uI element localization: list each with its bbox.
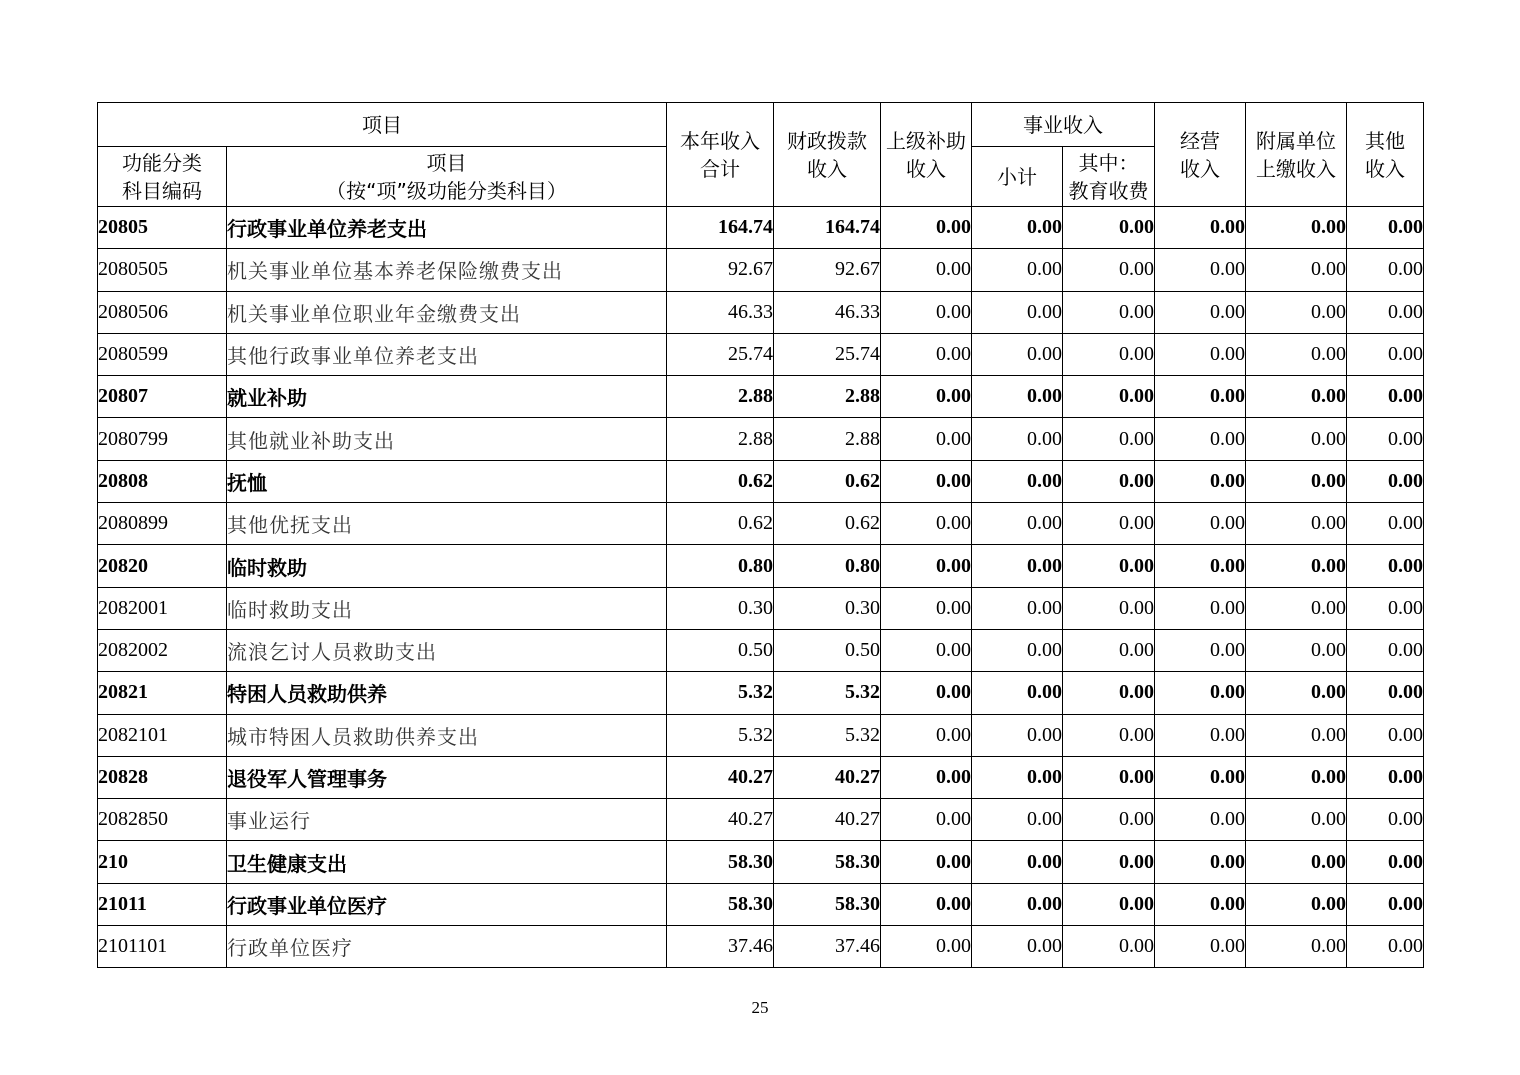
row-value: 0.00	[1063, 926, 1155, 968]
row-value: 0.00	[972, 418, 1063, 460]
table-row	[98, 756, 1424, 798]
row-value: 0.00	[1063, 418, 1155, 460]
row-value: 0.00	[881, 333, 972, 375]
row-value: 58.30	[667, 883, 774, 925]
row-value: 0.00	[1155, 503, 1246, 545]
row-value: 0.00	[881, 376, 972, 418]
row-value: 0.00	[972, 883, 1063, 925]
row-value: 0.00	[1063, 799, 1155, 841]
row-value: 2.88	[667, 376, 774, 418]
row-value: 0.00	[1155, 333, 1246, 375]
header-item: 项目	[98, 103, 667, 147]
row-value: 46.33	[774, 291, 881, 333]
row-value: 0.00	[1246, 926, 1347, 968]
row-value: 25.74	[774, 333, 881, 375]
table-row	[98, 883, 1424, 925]
row-value: 0.00	[881, 629, 972, 671]
row-name: 其他就业补助支出	[227, 418, 667, 460]
table-row	[98, 291, 1424, 333]
row-value: 0.50	[774, 629, 881, 671]
row-value: 0.00	[1246, 418, 1347, 460]
budget-income-table	[97, 102, 1424, 968]
table-row	[98, 460, 1424, 502]
row-name: 卫生健康支出	[227, 841, 667, 883]
row-value: 0.00	[1347, 291, 1424, 333]
row-value: 0.62	[774, 503, 881, 545]
table-row	[98, 333, 1424, 375]
row-name: 行政单位医疗	[227, 926, 667, 968]
row-code: 20808	[98, 460, 227, 502]
table-row	[98, 587, 1424, 629]
row-value: 0.00	[881, 672, 972, 714]
header-superior: 上级补助 收入	[881, 103, 972, 207]
row-value: 92.67	[774, 249, 881, 291]
row-value: 0.00	[1155, 629, 1246, 671]
row-name: 临时救助	[227, 545, 667, 587]
row-value: 0.00	[881, 503, 972, 545]
row-value: 0.00	[1347, 545, 1424, 587]
row-value: 0.00	[1246, 333, 1347, 375]
row-value: 92.67	[667, 249, 774, 291]
row-code: 2080899	[98, 503, 227, 545]
row-value: 0.00	[1246, 249, 1347, 291]
row-value: 0.00	[972, 460, 1063, 502]
header-fiscal: 财政拨款 收入	[774, 103, 881, 207]
row-value: 0.00	[972, 207, 1063, 249]
row-value: 0.00	[1155, 883, 1246, 925]
row-value: 0.00	[1155, 926, 1246, 968]
row-value: 0.00	[881, 545, 972, 587]
row-value: 0.00	[1063, 756, 1155, 798]
row-value: 0.00	[881, 714, 972, 756]
row-value: 0.00	[972, 714, 1063, 756]
row-code: 20807	[98, 376, 227, 418]
row-name: 抚恤	[227, 460, 667, 502]
row-code: 20828	[98, 756, 227, 798]
table-body	[98, 207, 1424, 968]
row-value: 0.00	[1347, 503, 1424, 545]
row-value: 58.30	[774, 883, 881, 925]
row-value: 40.27	[774, 756, 881, 798]
row-name: 流浪乞讨人员救助支出	[227, 629, 667, 671]
row-value: 0.00	[1347, 841, 1424, 883]
row-code: 2082850	[98, 799, 227, 841]
table-row	[98, 545, 1424, 587]
row-value: 0.00	[1246, 629, 1347, 671]
row-name: 机关事业单位职业年金缴费支出	[227, 291, 667, 333]
row-value: 5.32	[667, 672, 774, 714]
row-value: 5.32	[774, 672, 881, 714]
row-value: 0.00	[972, 756, 1063, 798]
row-code: 2080505	[98, 249, 227, 291]
row-value: 0.00	[881, 756, 972, 798]
page-number: 25	[751, 998, 769, 1017]
row-value: 0.00	[1347, 756, 1424, 798]
header-other: 其他 收入	[1347, 103, 1424, 207]
table-row	[98, 714, 1424, 756]
row-value: 164.74	[774, 207, 881, 249]
table-row	[98, 672, 1424, 714]
row-value: 0.50	[667, 629, 774, 671]
row-value: 0.00	[972, 629, 1063, 671]
row-value: 0.00	[1063, 714, 1155, 756]
row-value: 0.00	[972, 841, 1063, 883]
row-value: 0.00	[1063, 249, 1155, 291]
row-value: 0.00	[1155, 545, 1246, 587]
row-value: 58.30	[774, 841, 881, 883]
header-code: 功能分类 科目编码	[98, 147, 227, 207]
row-value: 37.46	[667, 926, 774, 968]
row-value: 0.00	[881, 841, 972, 883]
row-value: 0.00	[881, 291, 972, 333]
row-value: 0.00	[1155, 291, 1246, 333]
row-code: 2082001	[98, 587, 227, 629]
table-row	[98, 418, 1424, 460]
row-value: 0.00	[1246, 587, 1347, 629]
row-value: 5.32	[774, 714, 881, 756]
row-value: 0.62	[667, 460, 774, 502]
row-code: 2101101	[98, 926, 227, 968]
row-name: 其他优抚支出	[227, 503, 667, 545]
row-value: 0.00	[1063, 841, 1155, 883]
row-value: 0.00	[1347, 207, 1424, 249]
row-code: 21011	[98, 883, 227, 925]
row-name: 行政事业单位医疗	[227, 883, 667, 925]
row-value: 0.00	[1155, 418, 1246, 460]
row-value: 0.00	[972, 587, 1063, 629]
row-value: 0.00	[1246, 460, 1347, 502]
row-value: 0.00	[1347, 249, 1424, 291]
row-value: 0.00	[1063, 503, 1155, 545]
row-value: 37.46	[774, 926, 881, 968]
row-value: 46.33	[667, 291, 774, 333]
row-value: 0.62	[774, 460, 881, 502]
row-value: 0.80	[667, 545, 774, 587]
table-row	[98, 926, 1424, 968]
row-value: 0.30	[667, 587, 774, 629]
row-value: 0.00	[1246, 207, 1347, 249]
row-value: 0.00	[1155, 756, 1246, 798]
row-value: 0.00	[1063, 207, 1155, 249]
row-value: 0.00	[1155, 207, 1246, 249]
row-value: 0.00	[1063, 291, 1155, 333]
row-value: 40.27	[667, 756, 774, 798]
row-value: 0.00	[881, 799, 972, 841]
row-value: 0.00	[1347, 799, 1424, 841]
row-value: 0.00	[1063, 376, 1155, 418]
row-value: 5.32	[667, 714, 774, 756]
row-value: 40.27	[667, 799, 774, 841]
table-row	[98, 503, 1424, 545]
row-value: 0.00	[972, 503, 1063, 545]
row-value: 0.00	[1063, 587, 1155, 629]
header-row-1	[98, 103, 1424, 147]
row-value: 0.00	[1347, 926, 1424, 968]
row-value: 2.88	[774, 418, 881, 460]
row-value: 0.00	[1155, 841, 1246, 883]
row-value: 0.00	[881, 926, 972, 968]
header-name: 项目 （按“项”级功能分类科目）	[227, 147, 667, 207]
row-value: 164.74	[667, 207, 774, 249]
row-code: 2080506	[98, 291, 227, 333]
row-value: 0.00	[1246, 799, 1347, 841]
row-value: 0.00	[881, 460, 972, 502]
row-value: 0.00	[1063, 460, 1155, 502]
row-name: 机关事业单位基本养老保险缴费支出	[227, 249, 667, 291]
row-value: 40.27	[774, 799, 881, 841]
row-value: 0.00	[972, 376, 1063, 418]
row-value: 2.88	[667, 418, 774, 460]
row-value: 0.30	[774, 587, 881, 629]
row-name: 特困人员救助供养	[227, 672, 667, 714]
row-value: 0.00	[1155, 714, 1246, 756]
header-operating: 经营 收入	[1155, 103, 1246, 207]
row-value: 0.00	[972, 333, 1063, 375]
row-value: 0.00	[1155, 249, 1246, 291]
row-value: 0.00	[1246, 883, 1347, 925]
table-row	[98, 841, 1424, 883]
row-value: 25.74	[667, 333, 774, 375]
row-code: 20821	[98, 672, 227, 714]
row-name: 行政事业单位养老支出	[227, 207, 667, 249]
row-value: 0.80	[774, 545, 881, 587]
row-code: 2082101	[98, 714, 227, 756]
row-value: 0.00	[1155, 460, 1246, 502]
row-value: 0.00	[1246, 376, 1347, 418]
header-subtotal: 小计	[972, 147, 1063, 207]
row-value: 0.00	[972, 545, 1063, 587]
row-value: 0.00	[972, 926, 1063, 968]
row-value: 0.62	[667, 503, 774, 545]
row-value: 0.00	[1347, 418, 1424, 460]
row-name: 事业运行	[227, 799, 667, 841]
row-value: 0.00	[881, 587, 972, 629]
table-row	[98, 207, 1424, 249]
row-value: 0.00	[1063, 333, 1155, 375]
row-value: 0.00	[1246, 841, 1347, 883]
row-name: 临时救助支出	[227, 587, 667, 629]
row-name: 其他行政事业单位养老支出	[227, 333, 667, 375]
row-value: 0.00	[1246, 291, 1347, 333]
row-name: 城市特困人员救助供养支出	[227, 714, 667, 756]
header-business: 事业收入	[972, 103, 1155, 147]
row-value: 0.00	[881, 207, 972, 249]
row-value: 0.00	[1063, 883, 1155, 925]
row-value: 0.00	[1347, 376, 1424, 418]
row-value: 0.00	[1347, 629, 1424, 671]
table-row	[98, 799, 1424, 841]
row-code: 20820	[98, 545, 227, 587]
row-value: 0.00	[1063, 545, 1155, 587]
row-name: 就业补助	[227, 376, 667, 418]
row-value: 0.00	[1155, 376, 1246, 418]
row-name: 退役军人管理事务	[227, 756, 667, 798]
row-value: 0.00	[1347, 460, 1424, 502]
row-value: 2.88	[774, 376, 881, 418]
table-row	[98, 249, 1424, 291]
row-code: 2080599	[98, 333, 227, 375]
row-value: 0.00	[1155, 799, 1246, 841]
row-value: 0.00	[972, 291, 1063, 333]
row-value: 0.00	[1246, 714, 1347, 756]
row-value: 58.30	[667, 841, 774, 883]
row-value: 0.00	[1246, 672, 1347, 714]
row-value: 0.00	[972, 799, 1063, 841]
row-value: 0.00	[972, 672, 1063, 714]
row-value: 0.00	[1347, 333, 1424, 375]
row-value: 0.00	[1155, 587, 1246, 629]
row-value: 0.00	[1063, 672, 1155, 714]
row-code: 210	[98, 841, 227, 883]
row-value: 0.00	[1347, 672, 1424, 714]
row-value: 0.00	[881, 883, 972, 925]
row-value: 0.00	[972, 249, 1063, 291]
header-edu-fee: 其中： 教育收费	[1063, 147, 1155, 207]
row-value: 0.00	[1246, 545, 1347, 587]
row-value: 0.00	[881, 249, 972, 291]
row-value: 0.00	[1347, 587, 1424, 629]
row-value: 0.00	[1347, 883, 1424, 925]
row-value: 0.00	[1063, 629, 1155, 671]
row-value: 0.00	[1347, 714, 1424, 756]
row-code: 2080799	[98, 418, 227, 460]
row-value: 0.00	[1155, 672, 1246, 714]
table-row	[98, 629, 1424, 671]
row-code: 2082002	[98, 629, 227, 671]
header-affiliated: 附属单位 上缴收入	[1246, 103, 1347, 207]
row-code: 20805	[98, 207, 227, 249]
row-value: 0.00	[1246, 503, 1347, 545]
row-value: 0.00	[881, 418, 972, 460]
table-row	[98, 376, 1424, 418]
row-value: 0.00	[1246, 756, 1347, 798]
header-total: 本年收入 合计	[667, 103, 774, 207]
